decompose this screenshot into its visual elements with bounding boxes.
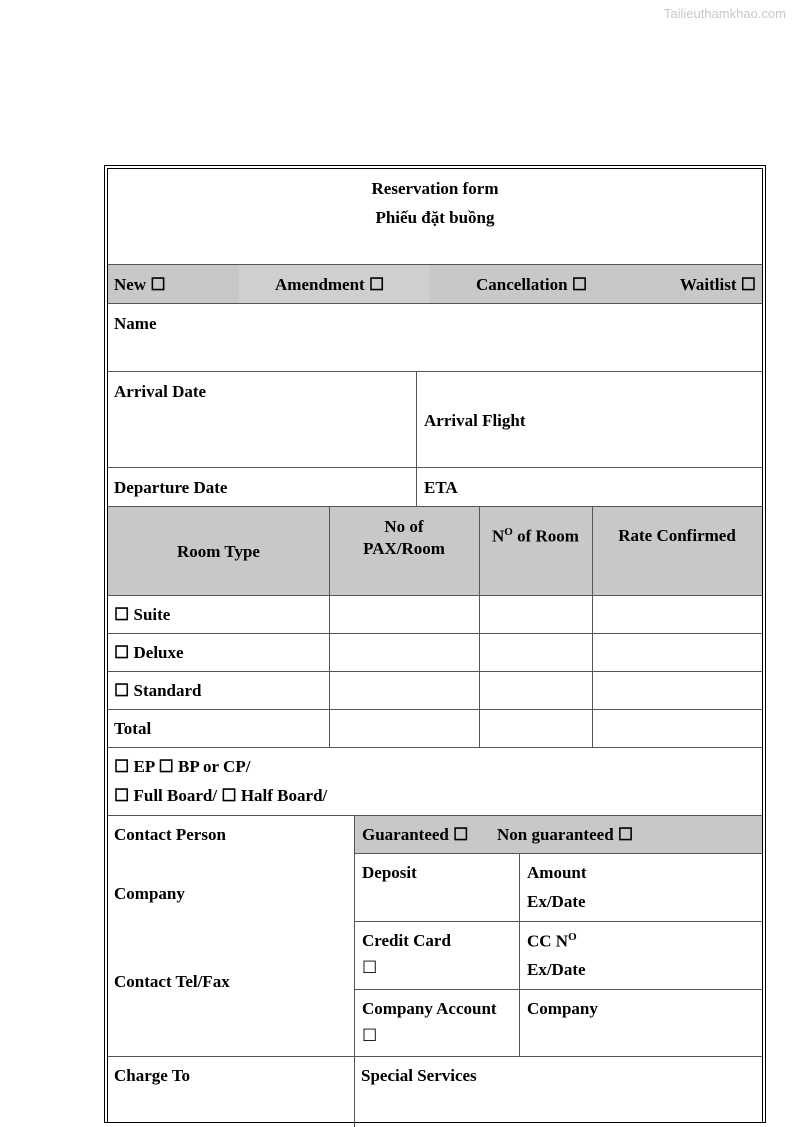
standard-checkbox[interactable]: ☐ Standard — [114, 681, 202, 700]
meal-plan-line1[interactable]: ☐ EP ☐ BP or CP/ — [114, 757, 251, 776]
eta-label: ETA — [424, 478, 458, 497]
contact-payment-block — [108, 816, 762, 1057]
ex-date-label: Ex/Date — [527, 892, 586, 911]
departure-row — [108, 468, 762, 507]
company-account-label: Company Account — [362, 999, 497, 1018]
special-services-label: Special Services — [361, 1066, 477, 1085]
contact-person-label: Contact Person — [114, 825, 226, 844]
suite-checkbox[interactable]: ☐ Suite — [114, 605, 171, 624]
payment-company-label: Company — [527, 999, 598, 1018]
waitlist-checkbox[interactable]: Waitlist ☐ — [679, 275, 756, 294]
amount-label: Amount — [527, 863, 587, 882]
title-row — [108, 169, 762, 265]
non-guaranteed-checkbox[interactable]: Non guaranteed ☐ — [497, 825, 634, 844]
rate-header: Rate Confirmed — [618, 526, 736, 545]
charge-to-label: Charge To — [114, 1066, 191, 1085]
meal-plan-line2[interactable]: ☐ Full Board/ ☐ Half Board/ — [114, 786, 328, 805]
form-title: Reservation form — [371, 179, 499, 198]
form-title-vi: Phiếu đặt buồng — [375, 208, 495, 227]
deposit-label: Deposit — [362, 863, 417, 882]
arrival-row — [108, 372, 762, 468]
departure-date-label: Departure Date — [114, 478, 228, 497]
new-checkbox[interactable]: New ☐ — [114, 275, 166, 294]
name-row — [108, 304, 762, 372]
reservation-form — [104, 165, 766, 1123]
arrival-date-label: Arrival Date — [114, 382, 207, 401]
company-label: Company — [114, 884, 185, 903]
cancellation-checkbox[interactable]: Cancellation ☐ — [476, 275, 588, 294]
name-label: Name — [114, 314, 157, 333]
credit-card-checkbox[interactable]: ☐ — [362, 958, 378, 977]
footer-row — [108, 1057, 762, 1127]
amendment-checkbox[interactable]: Amendment ☐ — [275, 275, 385, 294]
company-account-checkbox[interactable]: ☐ — [362, 1026, 378, 1045]
table-row — [108, 596, 762, 634]
arrival-flight-label: Arrival Flight — [424, 411, 526, 430]
total-label: Total — [114, 719, 152, 738]
pax-header-line2: PAX/Room — [363, 539, 445, 558]
room-table-header — [108, 507, 762, 596]
deluxe-checkbox[interactable]: ☐ Deluxe — [114, 643, 184, 662]
watermark: Tailieuthamkhao.com — [663, 6, 786, 21]
pax-header-line1: No of — [384, 517, 424, 536]
cc-ex-date-label: Ex/Date — [527, 960, 586, 979]
contact-tel-fax-label: Contact Tel/Fax — [114, 972, 230, 991]
meal-plan-row — [108, 748, 762, 816]
table-row — [108, 634, 762, 672]
table-row — [108, 672, 762, 710]
guaranteed-checkbox[interactable]: Guaranteed ☐ — [362, 825, 469, 844]
cc-no-label: CC $N^O$ — [527, 931, 577, 951]
credit-card-label: Credit Card — [362, 931, 451, 950]
room-type-header: Room Type — [177, 542, 260, 561]
status-row — [108, 265, 762, 304]
rooms-header: $N^O$ of Room — [492, 526, 579, 546]
table-row — [108, 710, 762, 748]
